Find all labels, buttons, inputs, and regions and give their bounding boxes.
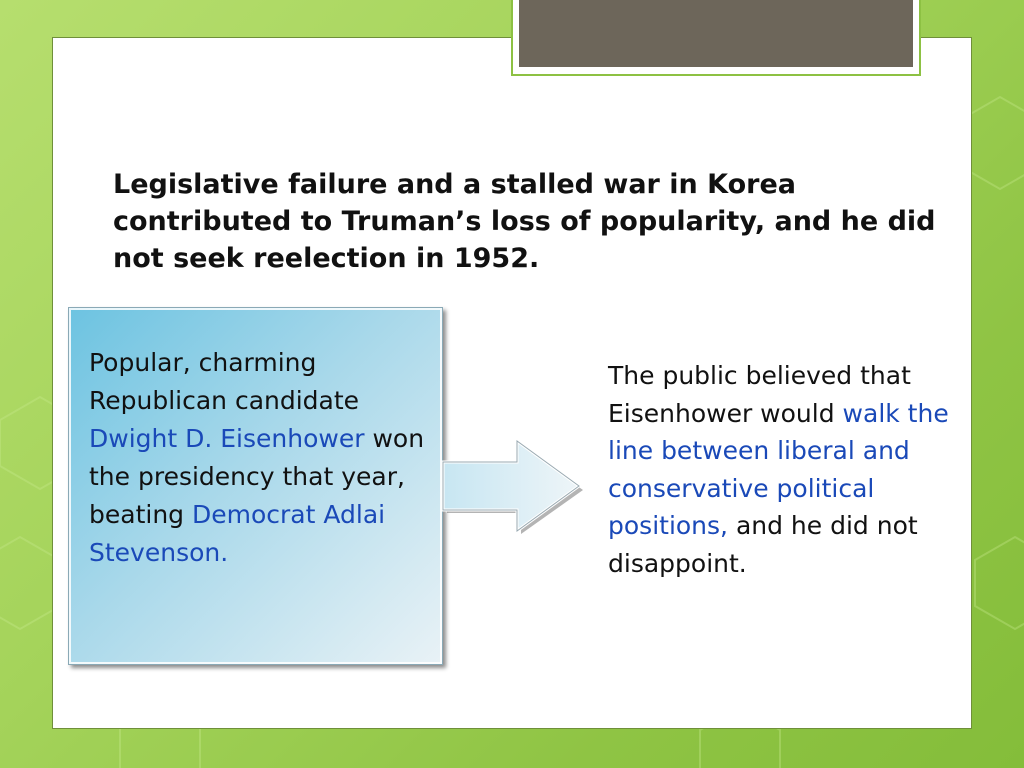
stevenson-highlight: Democrat Adlai Stevenson. — [89, 500, 386, 567]
headline: Legislative failure and a stalled war in Korea contributed to Truman’s loss of popularity, and he did not seek reelection in 1952. — [113, 169, 936, 274]
walk-the-line-highlight: walk the line between liberal and conservative political positions, — [608, 398, 949, 540]
info-text-part-2: won the presidency that year, beating — [89, 424, 425, 529]
eisenhower-highlight: Dwight D. Eisenhower — [89, 424, 365, 453]
title-tab — [519, 0, 913, 67]
info-text-part-1: Popular, charming Republican candidate — [89, 348, 360, 415]
right-text-part-2: and he did not disappoint. — [608, 511, 918, 578]
right-arrow-icon — [443, 440, 587, 536]
info-box-text — [89, 344, 434, 572]
right-text-part-1: The public believed that Eisenhower would — [608, 361, 911, 428]
right-text — [608, 357, 970, 582]
